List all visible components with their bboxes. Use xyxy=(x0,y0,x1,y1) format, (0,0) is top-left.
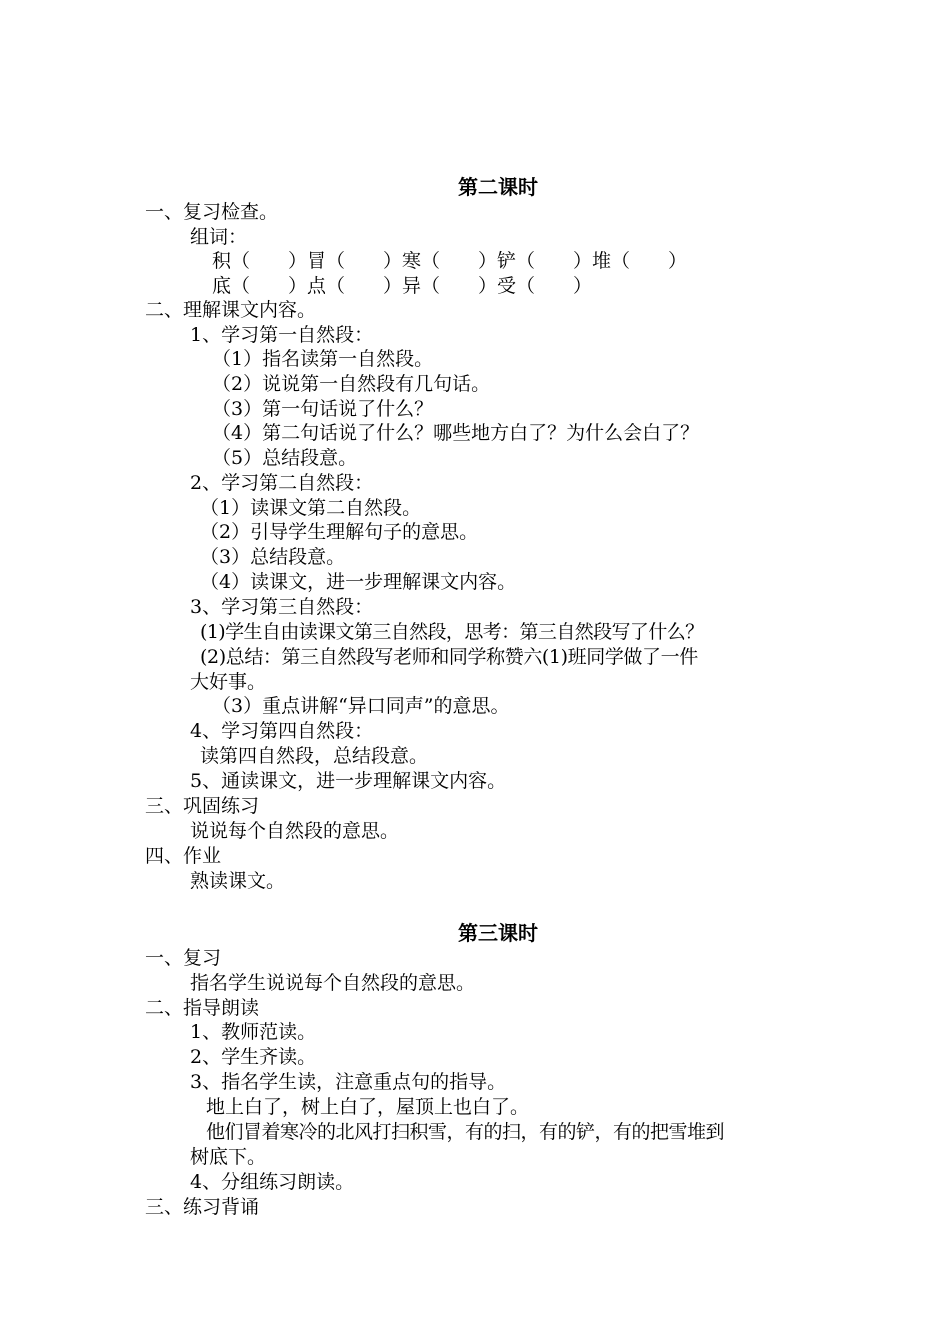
paragraph1-step-4: （4）第二句话说了什么？哪些地方白了？为什么会白了？ xyxy=(212,422,700,444)
paragraph1-step-3: （3）第一句话说了什么？ xyxy=(212,398,434,420)
paragraph2-step-2: （2）引导学生理解句子的意思。 xyxy=(200,521,479,543)
l3-reading-step-2: 2、学生齐读。 xyxy=(190,1046,317,1068)
paragraph4-step: 读第四自然段，总结段意。 xyxy=(200,745,429,767)
paragraph3-step-2: (2)总结：第三自然段写老师和同学称赞六(1)班同学做了一件 xyxy=(200,646,698,668)
paragraph3-step-1: (1)学生自由读课文第三自然段，思考：第三自然段写了什么？ xyxy=(200,621,704,643)
paragraph2-step-1: （1）读课文第二自然段。 xyxy=(200,497,422,519)
read-through-item: 5、通读课文，进一步理解课文内容。 xyxy=(190,770,507,792)
paragraph3-heading: 3、学习第三自然段： xyxy=(190,596,374,618)
l3-reading-step-4: 4、分组练习朗读。 xyxy=(190,1171,355,1193)
paragraph3-step-3: （3）重点讲解“异口同声”的意思。 xyxy=(212,695,510,717)
homework-item: 熟读课文。 xyxy=(190,870,286,892)
paragraph1-step-2: （2）说说第一自然段有几句话。 xyxy=(212,373,491,395)
l3-reading-step-1: 1、教师范读。 xyxy=(190,1021,317,1043)
paragraph2-step-4: （4）读课文，进一步理解课文内容。 xyxy=(200,571,517,593)
l3-recite-heading: 三、练习背诵 xyxy=(145,1196,260,1218)
paragraph3-step-2-cont: 大好事。 xyxy=(190,671,267,693)
paragraph1-step-1: （1）指名读第一自然段。 xyxy=(212,348,434,370)
section-practice-heading: 三、巩固练习 xyxy=(145,795,260,817)
section-understand-heading: 二、理解课文内容。 xyxy=(145,299,317,321)
lesson2-title: 第二课时 xyxy=(458,175,538,199)
word-building-row-1: 积（ ）冒（ ）寒（ ）铲（ ）堆（ ） xyxy=(212,250,688,272)
paragraph1-step-5: （5）总结段意。 xyxy=(212,447,358,469)
section-homework-heading: 四、作业 xyxy=(145,845,222,867)
paragraph2-step-3: （3）总结段意。 xyxy=(200,546,346,568)
l3-review-item: 指名学生说说每个自然段的意思。 xyxy=(190,972,476,994)
paragraph1-heading: 1、学习第一自然段： xyxy=(190,324,374,346)
l3-key-sentence-1: 地上白了，树上白了，屋顶上也白了。 xyxy=(206,1096,530,1118)
l3-reading-step-3: 3、指名学生读，注意重点句的指导。 xyxy=(190,1071,507,1093)
paragraph2-heading: 2、学习第二自然段： xyxy=(190,472,374,494)
practice-item: 说说每个自然段的意思。 xyxy=(190,820,400,842)
paragraph4-heading: 4、学习第四自然段： xyxy=(190,720,374,742)
section-review-heading: 一、复习检查。 xyxy=(145,201,279,223)
l3-reading-heading: 二、指导朗读 xyxy=(145,997,260,1019)
l3-key-sentence-2-cont: 树底下。 xyxy=(190,1146,267,1168)
l3-key-sentence-2: 他们冒着寒冷的北风打扫积雪，有的扫，有的铲，有的把雪堆到 xyxy=(206,1121,725,1143)
l3-review-heading: 一、复习 xyxy=(145,947,222,969)
lesson3-title: 第三课时 xyxy=(458,921,538,945)
word-building-row-2: 底（ ）点（ ）异（ ）受（ ） xyxy=(212,275,593,297)
word-building-label: 组词： xyxy=(190,226,248,248)
